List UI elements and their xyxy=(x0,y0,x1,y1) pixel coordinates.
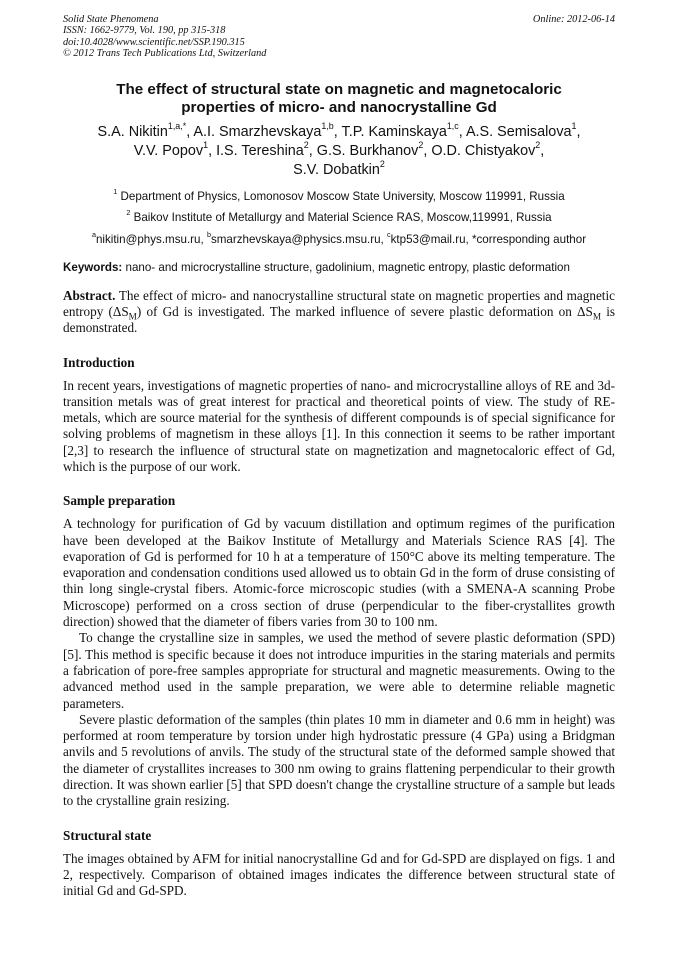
abstract-label: Abstract. xyxy=(63,287,116,303)
email-b: smarzhevskaya@physics.msu.ru, xyxy=(210,232,388,246)
running-header xyxy=(63,14,615,60)
author-line-2: V.V. Popov$^1$, I.S. Tereshina$^2$, G.S. Burkhanov$^2$, O.D. Chistyakov$^2$, xyxy=(133,139,545,159)
structural-state-paragraph: The images obtained by AFM for initial nanocrystalline Gd and for Gd-SPD are displayed on figs. 1 and 2, respectively. Comparison of obtained images indicates the difference between structural state of initial Gd and Gd-SPD. xyxy=(63,850,615,899)
section-heading-structural-state: Structural state xyxy=(63,827,152,843)
author-name: V.V. Popov xyxy=(133,142,204,159)
affiliation-marker: 2 xyxy=(126,208,131,218)
affiliation-1 xyxy=(63,187,615,203)
author-name: S.V. Dobatkin xyxy=(293,161,380,178)
doi-line: doi:10.4028/www.scientific.net/SSP.190.315 xyxy=(63,36,245,48)
abstract: Abstract. The effect of micro- and nanocrystalline structural state on magnetic properties and magnetic entropy $(\Delta S_M)$ of Gd is investigated. The marked influence of severe plastic deformation on $\Delta S_M$ is demonstrated. xyxy=(63,287,616,336)
sample-prep-paragraph-1: A technology for purification of Gd by vacuum distillation and optimum regimes of the purification have been developed at the Baikov Institute of Metallurgy and Materials Science RAS [4]. The evaporation of Gd is performed for 10 h at a temperature of 150°C above its melting temperature. The evaporation and condensation conditions used allowed us to obtain Gd in the form of druse consisting of thin long single-crystal fibers. Atomic-force microscopic studies (with a SMENA-A scanning Probe Microscope) performed on a cross section of druse (perpendicular to the fiber-crystallites growth direction) showed that the diameter of fibers varies from 30 to 100 nm. xyxy=(63,516,615,630)
title-line-1: The effect of structural state on magnetic and magnetocaloric xyxy=(116,80,562,98)
section-heading-sample-preparation: Sample preparation xyxy=(63,493,176,509)
author-affil-marker: 1,c xyxy=(446,120,459,131)
affiliation-text: Baikov Institute of Metallurgy and Material Science RAS, Moscow,119991, Russia xyxy=(133,210,552,224)
affiliation-2 xyxy=(63,208,615,224)
issn-line: ISSN: 1662-9779, Vol. 190, pp 315-318 xyxy=(63,25,226,37)
paper-title xyxy=(63,81,615,117)
author-emails: $^a$nikitin@phys.msu.ru, $^b$smarzhevskaya@physics.msu.ru, $^c$ktp53@mail.ru, *corresponding author xyxy=(91,230,587,246)
copyright-line: © 2012 Trans Tech Publications Ltd, Switzerland xyxy=(63,48,267,60)
author-affil-marker: 1,b xyxy=(321,120,334,131)
author-name: I.S. Tereshina xyxy=(216,142,304,159)
keywords xyxy=(63,261,615,274)
author-affil-marker: 2 xyxy=(535,139,541,150)
author-affil-marker: 1 xyxy=(203,139,209,150)
author-list xyxy=(63,120,615,180)
author-affil-marker: 1 xyxy=(571,120,577,131)
author-affil-marker: 2 xyxy=(303,139,309,150)
affiliation-text: Department of Physics, Lomonosov Moscow State University, Moscow 119991, Russia xyxy=(120,189,565,203)
section-heading-introduction: Introduction xyxy=(63,354,135,370)
title-line-2: properties of micro- and nanocrystalline Gd xyxy=(181,98,497,116)
author-name: G.S. Burkhanov xyxy=(316,142,419,159)
email-a: nikitin@phys.msu.ru, xyxy=(95,232,207,246)
author-name: O.D. Chistyakov xyxy=(431,142,536,159)
author-affil-marker: 2 xyxy=(418,139,424,150)
author-affil-marker: 2 xyxy=(379,158,385,169)
author-name: T.P. Kaminskaya xyxy=(341,123,447,140)
keywords-label: Keywords: xyxy=(63,260,123,274)
journal-info xyxy=(63,14,266,60)
author-affil-marker: 1,a,* xyxy=(167,120,187,131)
author-name: A.I. Smarzhevskaya xyxy=(193,123,322,140)
journal-name: Solid State Phenomena xyxy=(63,14,159,25)
author-line-3 xyxy=(63,158,615,180)
sample-prep-paragraph-3: Severe plastic deformation of the samples (thin plates 10 mm in diameter and 0.6 mm in height) was performed at room temperature by torsion under high hydrostatic pressure (4 GPa) using a Bridgman anvils and 5 revolutions of anvils. The study of the structural state of the deformed sample showed that the diameter of crystallites increases to 300 nm owing to grains flattening perpendicular to their growth direction. It was shown earlier [5] that SPD doesn't change the crystalline structure of a sample but leads to the crystalline grain resizing. xyxy=(63,711,615,809)
sample-prep-paragraph-2: To change the crystalline size in samples, we used the method of severe plastic deformation (SPD) [5]. This method is specific because it does not introduce impurities in the staring materials and permits a fabrication of pore-free samples appropriate for structural and magnetic measurements. Owing to the advanced method used in the sample preparation, we were able to determine reliable magnetic parameters. xyxy=(63,630,615,711)
author-name: S.A. Nikitin xyxy=(97,123,168,140)
author-name: A.S. Semisalova xyxy=(465,123,572,140)
author-line-1: S.A. Nikitin$^{1,a,*}$, A.I. Smarzhevskaya$^{1,b}$, T.P. Kaminskaya$^{1,c}$, A.S. Semisalova$^1$, xyxy=(97,120,581,140)
online-date: Online: 2012-06-14 xyxy=(532,14,615,25)
keywords-text: nano- and microcrystalline structure, gadolinium, magnetic entropy, plastic deformation xyxy=(122,260,570,274)
introduction-paragraph: In recent years, investigations of magnetic properties of nano- and microcrystalline alloys of RE and 3d-transition metals was of great interest for practical and theoretical points of view. The study of RE-metals, which are source material for the synthesis of different compounds is of special significance for solving problems of magnetism in these alloys [1]. In this connection it seems to be rather important [2,3] to research the influence of structural state on magnetization and magnetocaloric effect of Gd, which is the purpose of our work. xyxy=(63,377,615,474)
affiliation-marker: 1 xyxy=(113,187,118,197)
email-c: ktp53@mail.ru, *corresponding author xyxy=(390,232,587,246)
